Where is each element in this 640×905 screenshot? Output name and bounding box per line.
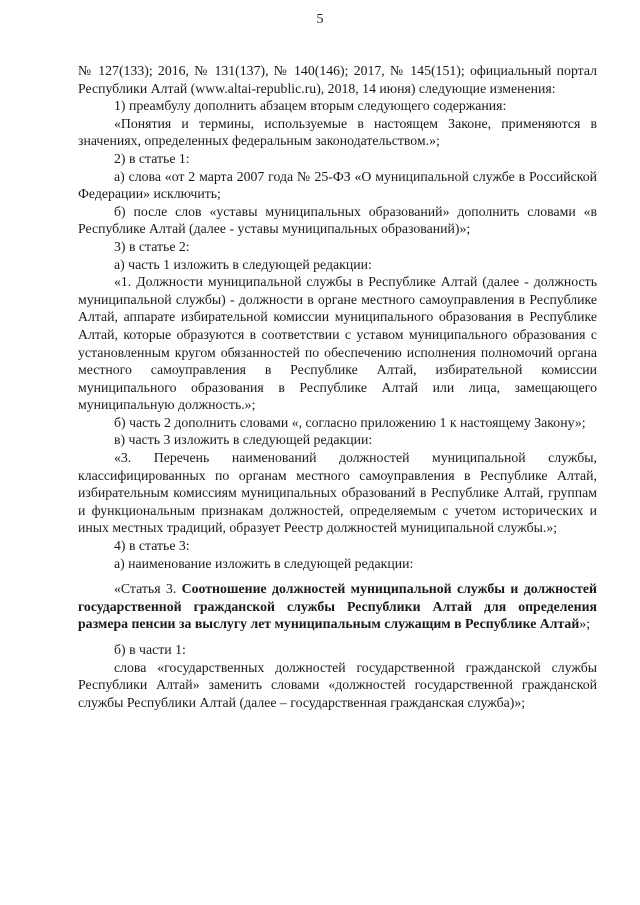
paragraph: «Понятия и термины, используемые в настоящем Законе, применяются в значениях, определенных федеральным законодательством.»;	[78, 115, 597, 149]
list-item: 3) в статье 2:	[114, 238, 190, 254]
heading-prefix: «Статья 3.	[114, 581, 182, 597]
list-item: 4) в статье 3:	[114, 538, 190, 554]
paragraph: а) часть 1 изложить в следующей редакции:	[114, 256, 372, 272]
paragraph: в) часть 3 изложить в следующей редакции:	[114, 432, 373, 448]
paragraph: б) после слов «уставы муниципальных образований» дополнить словами «в Республике Алтай (далее - уставы муниципальных образований)»;	[78, 203, 597, 237]
article-heading	[78, 580, 597, 633]
paragraph: «1. Должности муниципальной службы в Республике Алтай (далее - должность муниципальной службы) - должности в органе местного самоуправления в Республике Алтай, аппарате избирательной комиссии муниципального образования в Республике Алтай, которые образуются в соответствии с уставом муниципального образования с установленным кругом обязанностей по обеспечению исполнения полномочий органа местного самоуправления в Республике Алтай, избирательной комиссии муниципального образования в Республике Алтай или лица, замещающего муниципальную должность.»;	[78, 274, 597, 413]
paragraph: «3. Перечень наименований должностей муниципальной службы, классифицированных по органам местного самоуправления в Республике Алтай, избирательным комиссиям муниципальных образований в Республике Алтай, группам и функциональным признакам должностей, определяемым с учетом исторических и иных местных традиций, образует Реестр должностей муниципальной службы.»;	[78, 450, 597, 536]
paragraph: а) наименование изложить в следующей редакции:	[114, 555, 414, 571]
heading-suffix: »;	[579, 616, 591, 632]
page-number: 5	[316, 12, 324, 27]
heading-title: Соотношение должностей муниципальной службы и должностей государственной гражданской службы Республики Алтай для определения размера пенсии за выслугу лет муниципальным служащим в Республике Алтай	[78, 581, 597, 632]
document-body	[78, 62, 597, 711]
paragraph: № 127(133); 2016, № 131(137), № 140(146); 2017, № 145(151); официальный портал Республики Алтай (www.altai-republic.ru), 2018, 14 июня) следующие изменения:	[78, 63, 597, 96]
list-item: 2) в статье 1:	[114, 150, 190, 166]
list-item: б) в части 1:	[114, 642, 186, 657]
list-item: 1) преамбулу дополнить абзацем вторым следующего содержания:	[114, 98, 507, 114]
paragraph: а) слова «от 2 марта 2007 года № 25-ФЗ «О муниципальной службе в Российской Федерации» исключить;	[78, 168, 597, 202]
paragraph: б) часть 2 дополнить словами «, согласно приложению 1 к настоящему Закону»;	[114, 414, 586, 430]
paragraph: слова «государственных должностей государственной гражданской службы Республики Алтай» заменить словами «должностей государственной гражданской службы Республики Алтай (далее – государственная гражданская служба)»;	[78, 659, 597, 710]
